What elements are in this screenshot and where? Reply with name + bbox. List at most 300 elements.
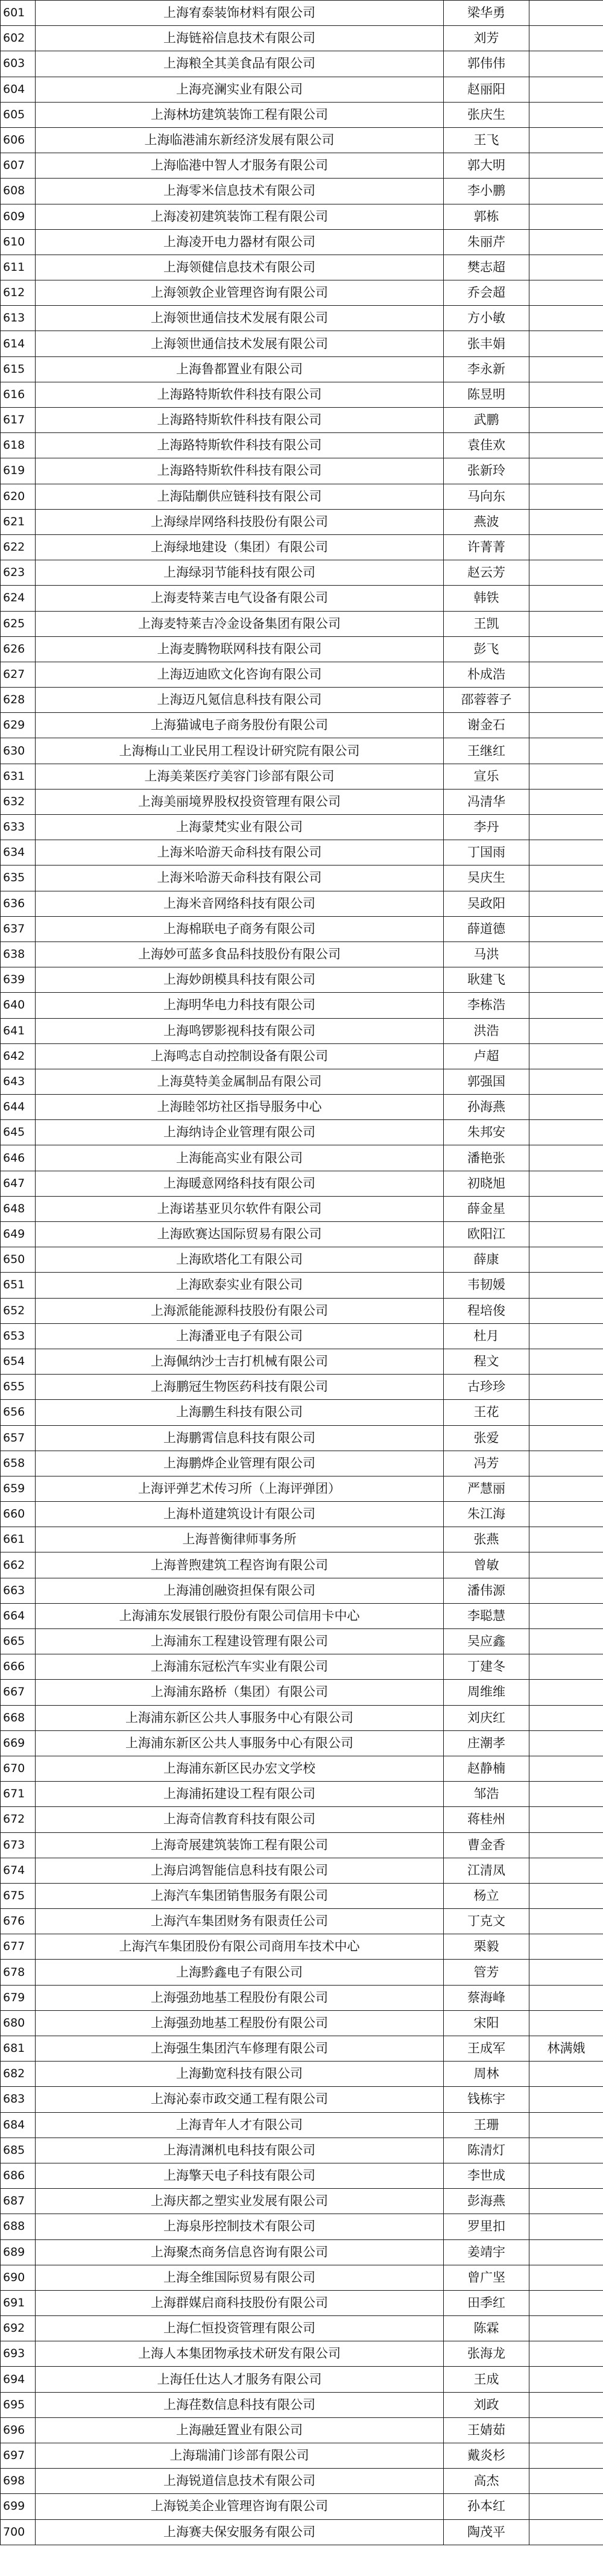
- company-name-cell: 上海美莱医疗美容门诊部有限公司: [36, 764, 444, 789]
- row-number-cell: 645: [1, 1120, 36, 1145]
- row-number-cell: 614: [1, 331, 36, 356]
- extra-name-cell: [529, 2494, 603, 2519]
- extra-name-cell: [529, 2163, 603, 2188]
- row-number-cell: 656: [1, 1400, 36, 1425]
- row-number-cell: 667: [1, 1680, 36, 1705]
- table-row: [1, 280, 603, 306]
- row-number-cell: 615: [1, 356, 36, 382]
- row-number-cell: 635: [1, 866, 36, 891]
- extra-name-cell: [529, 840, 603, 866]
- person-name-cell: 宣乐: [444, 764, 529, 789]
- extra-name-cell: [529, 1552, 603, 1578]
- table-row: [1, 2239, 603, 2265]
- extra-name-cell: [529, 77, 603, 102]
- company-name-cell: 上海朴道建筑设计有限公司: [36, 1502, 444, 1527]
- person-name-cell: 程文: [444, 1349, 529, 1374]
- row-number-cell: 692: [1, 2316, 36, 2341]
- extra-name-cell: [529, 2062, 603, 2087]
- extra-name-cell: [529, 993, 603, 1018]
- extra-name-cell: [529, 2214, 603, 2239]
- company-name-cell: 上海群媒启商科技股份有限公司: [36, 2290, 444, 2315]
- company-name-cell: 上海领世通信技术发展有限公司: [36, 306, 444, 331]
- person-name-cell: 朴成浩: [444, 662, 529, 687]
- row-number-cell: 673: [1, 1832, 36, 1858]
- table-row: [1, 993, 603, 1018]
- company-name-cell: 上海奇信教育科技有限公司: [36, 1807, 444, 1832]
- extra-name-cell: [529, 2469, 603, 2494]
- table-row: [1, 1400, 603, 1425]
- table-row: [1, 1832, 603, 1858]
- extra-name-cell: [529, 2417, 603, 2443]
- row-number-cell: 668: [1, 1705, 36, 1730]
- table-row: [1, 1756, 603, 1781]
- company-name-cell: 上海鹏烨企业管理有限公司: [36, 1451, 444, 1476]
- extra-name-cell: [529, 1323, 603, 1349]
- company-name-cell: 上海瑞浦门诊部有限公司: [36, 2443, 444, 2469]
- extra-name-cell: [529, 2087, 603, 2112]
- row-number-cell: 698: [1, 2469, 36, 2494]
- extra-name-cell: [529, 1273, 603, 1298]
- company-name-cell: 上海梅山工业民用工程设计研究院有限公司: [36, 738, 444, 764]
- extra-name-cell: [529, 1425, 603, 1451]
- extra-name-cell: [529, 1502, 603, 1527]
- table-row: [1, 1, 603, 26]
- company-name-cell: 上海浦东新区公共人事服务中心有限公司: [36, 1705, 444, 1730]
- table-row: [1, 866, 603, 891]
- company-name-cell: 上海仁恒投资管理有限公司: [36, 2316, 444, 2341]
- person-name-cell: 李永新: [444, 356, 529, 382]
- table-row: [1, 2392, 603, 2417]
- person-name-cell: 张丰娟: [444, 331, 529, 356]
- extra-name-cell: [529, 941, 603, 967]
- person-name-cell: 赵云芳: [444, 560, 529, 586]
- table-row: [1, 1680, 603, 1705]
- table-row: [1, 2036, 603, 2062]
- row-number-cell: 683: [1, 2087, 36, 2112]
- company-name-cell: 上海锐美企业管理咨询有限公司: [36, 2494, 444, 2519]
- table-row: [1, 153, 603, 179]
- person-name-cell: 江清凤: [444, 1858, 529, 1883]
- person-name-cell: 郭强国: [444, 1069, 529, 1094]
- table-row: [1, 1273, 603, 1298]
- person-name-cell: 杨立: [444, 1883, 529, 1908]
- person-name-cell: 刘芳: [444, 26, 529, 51]
- extra-name-cell: [529, 1, 603, 26]
- company-name-cell: 上海擎天电子科技有限公司: [36, 2163, 444, 2188]
- extra-name-cell: [529, 1196, 603, 1221]
- person-name-cell: 梁华勇: [444, 1, 529, 26]
- table-row: [1, 1476, 603, 1501]
- table-row: [1, 1807, 603, 1832]
- company-name-cell: 上海任仕达人才服务有限公司: [36, 2367, 444, 2392]
- table-row: [1, 2163, 603, 2188]
- extra-name-cell: [529, 484, 603, 509]
- table-row: [1, 1934, 603, 1960]
- person-name-cell: 谢金石: [444, 713, 529, 738]
- row-number-cell: 669: [1, 1730, 36, 1756]
- table-row: [1, 2087, 603, 2112]
- row-number-cell: 634: [1, 840, 36, 866]
- extra-name-cell: [529, 636, 603, 662]
- company-name-cell: 上海麦特莱吉电气设备有限公司: [36, 586, 444, 611]
- extra-name-cell: [529, 1527, 603, 1552]
- person-name-cell: 张海龙: [444, 2341, 529, 2367]
- row-number-cell: 647: [1, 1171, 36, 1196]
- person-name-cell: 王成军: [444, 2036, 529, 2062]
- extra-name-cell: [529, 534, 603, 560]
- row-number-cell: 695: [1, 2392, 36, 2417]
- row-number-cell: 611: [1, 255, 36, 280]
- person-name-cell: 邹浩: [444, 1782, 529, 1807]
- extra-name-cell: [529, 1120, 603, 1145]
- person-name-cell: 孙海燕: [444, 1095, 529, 1120]
- row-number-cell: 651: [1, 1273, 36, 1298]
- company-name-cell: 上海普煦建筑工程咨询有限公司: [36, 1552, 444, 1578]
- company-name-cell: 上海浦拓建设工程有限公司: [36, 1782, 444, 1807]
- row-number-cell: 676: [1, 1909, 36, 1934]
- person-name-cell: 冯芳: [444, 1451, 529, 1476]
- company-name-cell: 上海路特斯软件科技有限公司: [36, 408, 444, 433]
- row-number-cell: 631: [1, 764, 36, 789]
- person-name-cell: 王珊: [444, 2112, 529, 2138]
- person-name-cell: 燕波: [444, 509, 529, 534]
- person-name-cell: 郭栋: [444, 204, 529, 229]
- table-row: [1, 688, 603, 713]
- row-number-cell: 607: [1, 153, 36, 179]
- company-name-cell: 上海潘亚电子有限公司: [36, 1323, 444, 1349]
- extra-name-cell: [529, 433, 603, 458]
- company-name-cell: 上海宥泰装饰材料有限公司: [36, 1, 444, 26]
- row-number-cell: 617: [1, 408, 36, 433]
- person-name-cell: 吴政阳: [444, 891, 529, 916]
- person-name-cell: 韦韧媛: [444, 1273, 529, 1298]
- extra-name-cell: [529, 1756, 603, 1781]
- company-name-cell: 上海沁泰市政交通工程有限公司: [36, 2087, 444, 2112]
- row-number-cell: 629: [1, 713, 36, 738]
- company-name-cell: 上海鹏霄信息科技有限公司: [36, 1425, 444, 1451]
- extra-name-cell: [529, 713, 603, 738]
- person-name-cell: 栗毅: [444, 1934, 529, 1960]
- company-name-cell: 上海蒙梵实业有限公司: [36, 815, 444, 840]
- company-name-cell: 上海米哈游天命科技有限公司: [36, 840, 444, 866]
- row-number-cell: 682: [1, 2062, 36, 2087]
- company-name-cell: 上海纳诗企业管理有限公司: [36, 1120, 444, 1145]
- extra-name-cell: [529, 204, 603, 229]
- person-name-cell: 薛道德: [444, 916, 529, 941]
- table-row: [1, 941, 603, 967]
- company-name-cell: 上海青年人才有限公司: [36, 2112, 444, 2138]
- person-name-cell: 李世成: [444, 2163, 529, 2188]
- person-name-cell: 蒋桂州: [444, 1807, 529, 1832]
- row-number-cell: 652: [1, 1298, 36, 1323]
- row-number-cell: 655: [1, 1375, 36, 1400]
- table-row: [1, 789, 603, 814]
- row-number-cell: 623: [1, 560, 36, 586]
- extra-name-cell: [529, 2010, 603, 2036]
- person-name-cell: 严慧丽: [444, 1476, 529, 1501]
- extra-name-cell: [529, 967, 603, 993]
- row-number-cell: 697: [1, 2443, 36, 2469]
- extra-name-cell: [529, 26, 603, 51]
- extra-name-cell: [529, 586, 603, 611]
- extra-name-cell: [529, 560, 603, 586]
- company-name-cell: 上海凌开电力器材有限公司: [36, 229, 444, 255]
- table-row: [1, 586, 603, 611]
- company-name-cell: 上海鸣志自动控制设备有限公司: [36, 1043, 444, 1069]
- row-number-cell: 662: [1, 1552, 36, 1578]
- company-name-cell: 上海全维国际贸易有限公司: [36, 2265, 444, 2290]
- table-row: [1, 2214, 603, 2239]
- extra-name-cell: 林满娥: [529, 2036, 603, 2062]
- company-name-cell: 上海浦东路桥（集团）有限公司: [36, 1680, 444, 1705]
- company-name-cell: 上海欧塔化工有限公司: [36, 1247, 444, 1273]
- person-name-cell: 高杰: [444, 2469, 529, 2494]
- extra-name-cell: [529, 1451, 603, 1476]
- extra-name-cell: [529, 2112, 603, 2138]
- person-name-cell: 潘艳张: [444, 1145, 529, 1171]
- company-name-cell: 上海汽车集团股份有限公司商用车技术中心: [36, 1934, 444, 1960]
- extra-name-cell: [529, 306, 603, 331]
- extra-name-cell: [529, 255, 603, 280]
- extra-name-cell: [529, 1705, 603, 1730]
- table-row: [1, 51, 603, 77]
- person-name-cell: 王婧茹: [444, 2417, 529, 2443]
- company-name-cell: 上海美丽境界股权投资管理有限公司: [36, 789, 444, 814]
- person-name-cell: 陈霖: [444, 2316, 529, 2341]
- company-name-cell: 上海锐道信息技术有限公司: [36, 2469, 444, 2494]
- extra-name-cell: [529, 1043, 603, 1069]
- table-row: [1, 764, 603, 789]
- person-name-cell: 王成: [444, 2367, 529, 2392]
- company-name-cell: 上海泉彤控制技术有限公司: [36, 2214, 444, 2239]
- row-number-cell: 618: [1, 433, 36, 458]
- company-name-cell: 上海聚杰商务信息咨询有限公司: [36, 2239, 444, 2265]
- row-number-cell: 603: [1, 51, 36, 77]
- company-name-cell: 上海猫诚电子商务股份有限公司: [36, 713, 444, 738]
- table-row: [1, 1069, 603, 1094]
- table-row: [1, 1298, 603, 1323]
- person-name-cell: 卢超: [444, 1043, 529, 1069]
- company-name-cell: 上海暖意网络科技有限公司: [36, 1171, 444, 1196]
- table-row: [1, 1349, 603, 1374]
- row-number-cell: 627: [1, 662, 36, 687]
- company-name-cell: 上海路特斯软件科技有限公司: [36, 382, 444, 407]
- table-row: [1, 127, 603, 153]
- row-number-cell: 637: [1, 916, 36, 941]
- row-number-cell: 684: [1, 2112, 36, 2138]
- person-name-cell: 姜靖宇: [444, 2239, 529, 2265]
- company-name-cell: 上海鹏生科技有限公司: [36, 1400, 444, 1425]
- person-name-cell: 王继红: [444, 738, 529, 764]
- table-row: [1, 306, 603, 331]
- company-name-cell: 上海欧赛达国际贸易有限公司: [36, 1222, 444, 1247]
- person-name-cell: 赵丽阳: [444, 77, 529, 102]
- table-row: [1, 1705, 603, 1730]
- table-row: [1, 229, 603, 255]
- row-number-cell: 638: [1, 941, 36, 967]
- person-name-cell: 丁建冬: [444, 1654, 529, 1680]
- extra-name-cell: [529, 1934, 603, 1960]
- extra-name-cell: [529, 179, 603, 204]
- extra-name-cell: [529, 764, 603, 789]
- person-name-cell: 朱江海: [444, 1502, 529, 1527]
- company-name-cell: 上海浦东新区公共人事服务中心有限公司: [36, 1730, 444, 1756]
- company-name-cell: 上海启鸿智能信息科技有限公司: [36, 1858, 444, 1883]
- extra-name-cell: [529, 1145, 603, 1171]
- extra-name-cell: [529, 2316, 603, 2341]
- row-number-cell: 608: [1, 179, 36, 204]
- extra-name-cell: [529, 1578, 603, 1603]
- table-row: [1, 204, 603, 229]
- company-name-cell: 上海荏数信息科技有限公司: [36, 2392, 444, 2417]
- table-row: [1, 1782, 603, 1807]
- company-name-cell: 上海普衡律师事务所: [36, 1527, 444, 1552]
- company-name-cell: 上海黔鑫电子有限公司: [36, 1960, 444, 1985]
- row-number-cell: 626: [1, 636, 36, 662]
- row-number-cell: 653: [1, 1323, 36, 1349]
- person-name-cell: 周林: [444, 2062, 529, 2087]
- company-name-cell: 上海评弹艺术传习所（上海评弹团）: [36, 1476, 444, 1501]
- extra-name-cell: [529, 2239, 603, 2265]
- table-row: [1, 2138, 603, 2163]
- row-number-cell: 613: [1, 306, 36, 331]
- row-number-cell: 659: [1, 1476, 36, 1501]
- table-row: [1, 1043, 603, 1069]
- person-name-cell: 周维维: [444, 1680, 529, 1705]
- table-row: [1, 1985, 603, 2010]
- company-name-cell: 上海凌初建筑装饰工程有限公司: [36, 204, 444, 229]
- table-row: [1, 1323, 603, 1349]
- extra-name-cell: [529, 1349, 603, 1374]
- company-name-cell: 上海临港浦东新经济发展有限公司: [36, 127, 444, 153]
- table-row: [1, 1095, 603, 1120]
- person-name-cell: 李栋浩: [444, 993, 529, 1018]
- extra-name-cell: [529, 1476, 603, 1501]
- extra-name-cell: [529, 356, 603, 382]
- extra-name-cell: [529, 662, 603, 687]
- row-number-cell: 681: [1, 2036, 36, 2062]
- company-name-cell: 上海麦特莱吉冷金设备集团有限公司: [36, 611, 444, 636]
- table-row: [1, 2494, 603, 2519]
- row-number-cell: 639: [1, 967, 36, 993]
- row-number-cell: 624: [1, 586, 36, 611]
- row-number-cell: 619: [1, 458, 36, 484]
- table-row: [1, 102, 603, 127]
- company-name-cell: 上海林坊建筑装饰工程有限公司: [36, 102, 444, 127]
- company-name-cell: 上海临港中智人才服务有限公司: [36, 153, 444, 179]
- table-row: [1, 255, 603, 280]
- company-name-cell: 上海诺基亚贝尔软件有限公司: [36, 1196, 444, 1221]
- table-row: [1, 1960, 603, 1985]
- row-number-cell: 642: [1, 1043, 36, 1069]
- table-row: [1, 2265, 603, 2290]
- extra-name-cell: [529, 382, 603, 407]
- person-name-cell: 宋阳: [444, 2010, 529, 2036]
- extra-name-cell: [529, 2443, 603, 2469]
- row-number-cell: 670: [1, 1756, 36, 1781]
- table-row: [1, 458, 603, 484]
- table-row: [1, 77, 603, 102]
- row-number-cell: 602: [1, 26, 36, 51]
- table-row: [1, 1145, 603, 1171]
- row-number-cell: 685: [1, 2138, 36, 2163]
- company-name-cell: 上海浦东工程建设管理有限公司: [36, 1629, 444, 1654]
- extra-name-cell: [529, 1730, 603, 1756]
- table-row: [1, 1120, 603, 1145]
- row-number-cell: 663: [1, 1578, 36, 1603]
- extra-name-cell: [529, 1603, 603, 1628]
- person-name-cell: 武鹏: [444, 408, 529, 433]
- extra-name-cell: [529, 789, 603, 814]
- company-name-cell: 上海米哈游天命科技有限公司: [36, 866, 444, 891]
- row-number-cell: 630: [1, 738, 36, 764]
- table-row: [1, 2010, 603, 2036]
- person-name-cell: 薛金星: [444, 1196, 529, 1221]
- extra-name-cell: [529, 2265, 603, 2290]
- extra-name-cell: [529, 1807, 603, 1832]
- company-name-cell: 上海鹏冠生物医药科技有限公司: [36, 1375, 444, 1400]
- row-number-cell: 688: [1, 2214, 36, 2239]
- row-number-cell: 641: [1, 1018, 36, 1043]
- person-name-cell: 潘伟源: [444, 1578, 529, 1603]
- person-name-cell: 李聪慧: [444, 1603, 529, 1628]
- row-number-cell: 643: [1, 1069, 36, 1094]
- company-name-cell: 上海领健信息技术有限公司: [36, 255, 444, 280]
- company-name-cell: 上海浦东新区民办宏文学校: [36, 1756, 444, 1781]
- row-number-cell: 699: [1, 2494, 36, 2519]
- company-name-cell: 上海粮全其美食品有限公司: [36, 51, 444, 77]
- company-name-cell: 上海亮澜实业有限公司: [36, 77, 444, 102]
- extra-name-cell: [529, 1222, 603, 1247]
- row-number-cell: 674: [1, 1858, 36, 1883]
- extra-name-cell: [529, 1654, 603, 1680]
- row-number-cell: 633: [1, 815, 36, 840]
- person-name-cell: 古珍珍: [444, 1375, 529, 1400]
- table-row: [1, 382, 603, 407]
- table-row: [1, 840, 603, 866]
- row-number-cell: 661: [1, 1527, 36, 1552]
- person-name-cell: 张庆生: [444, 102, 529, 127]
- table-row: [1, 713, 603, 738]
- company-name-cell: 上海陆劘供应链科技有限公司: [36, 484, 444, 509]
- person-name-cell: 管芳: [444, 1960, 529, 1985]
- table-row: [1, 2341, 603, 2367]
- company-name-cell: 上海绿地建设（集团）有限公司: [36, 534, 444, 560]
- row-number-cell: 693: [1, 2341, 36, 2367]
- row-number-cell: 671: [1, 1782, 36, 1807]
- row-number-cell: 644: [1, 1095, 36, 1120]
- table-row: [1, 2189, 603, 2214]
- extra-name-cell: [529, 1909, 603, 1934]
- table-row: [1, 509, 603, 534]
- company-name-cell: 上海清渊机电科技有限公司: [36, 2138, 444, 2163]
- table-row: [1, 891, 603, 916]
- person-name-cell: 罗里扣: [444, 2214, 529, 2239]
- row-number-cell: 657: [1, 1425, 36, 1451]
- person-name-cell: 袁佳欢: [444, 433, 529, 458]
- extra-name-cell: [529, 1171, 603, 1196]
- company-name-cell: 上海勤宽科技有限公司: [36, 2062, 444, 2087]
- extra-name-cell: [529, 153, 603, 179]
- table-row: [1, 331, 603, 356]
- company-name-cell: 上海领敦企业管理咨询有限公司: [36, 280, 444, 306]
- extra-name-cell: [529, 127, 603, 153]
- row-number-cell: 616: [1, 382, 36, 407]
- company-name-cell: 上海鲁都置业有限公司: [36, 356, 444, 382]
- company-name-cell: 上海汽车集团财务有限责任公司: [36, 1909, 444, 1934]
- person-name-cell: 刘庆红: [444, 1705, 529, 1730]
- table-row: [1, 2519, 603, 2545]
